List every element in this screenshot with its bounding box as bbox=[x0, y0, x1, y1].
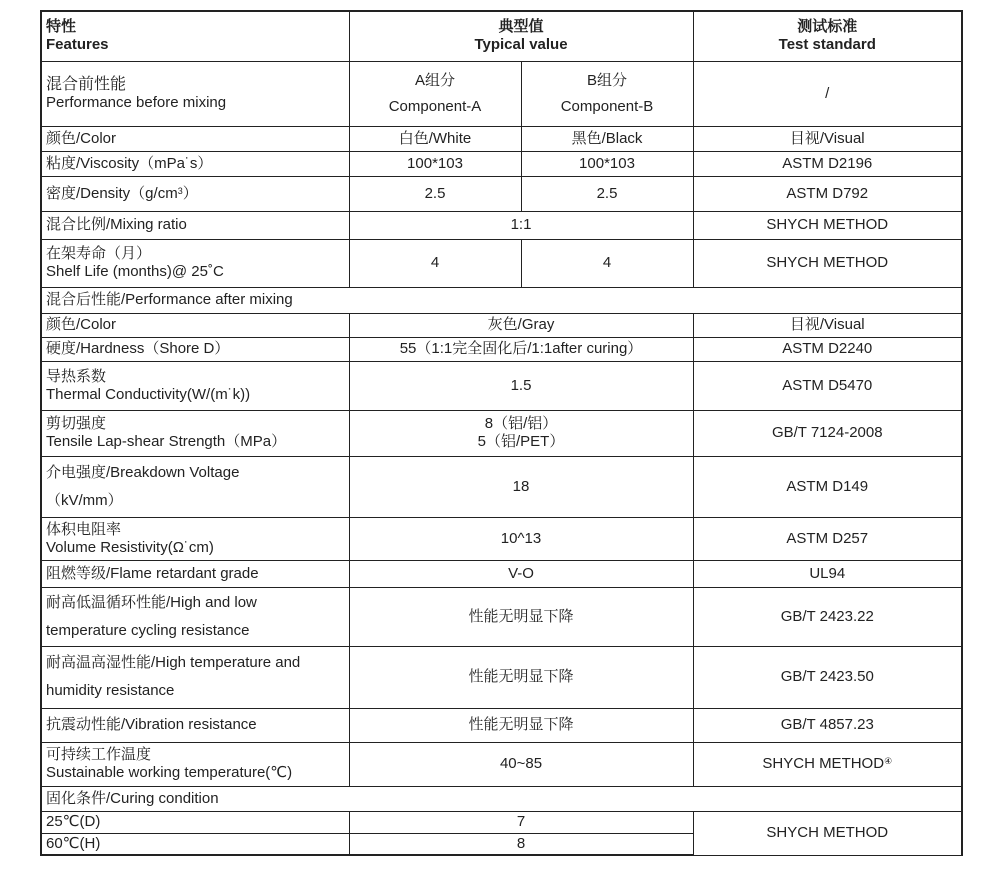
humidity-standard: GB/T 2423.50 bbox=[693, 646, 962, 708]
row-color-before bbox=[41, 126, 962, 151]
footnote-marker: ④ bbox=[884, 756, 893, 766]
humidity-value: 性能无明显下降 bbox=[349, 646, 693, 708]
row-resistivity bbox=[41, 517, 962, 560]
row-lap-shear bbox=[41, 410, 962, 456]
row-cure-25 bbox=[41, 811, 962, 833]
density-a-value: 2.5 bbox=[349, 176, 521, 211]
row-flame bbox=[41, 560, 962, 587]
component-a-header: A组分 Component-A bbox=[349, 61, 521, 126]
cycling-value: 性能无明显下降 bbox=[349, 587, 693, 646]
after-mixing-section-label: 混合后性能/Performance after mixing bbox=[41, 287, 962, 313]
row-thermal-conductivity bbox=[41, 361, 962, 410]
flame-label: 阻燃等级/Flame retardant grade bbox=[41, 560, 349, 587]
row-curing-section bbox=[41, 786, 962, 811]
shelf-life-b-value: 4 bbox=[521, 239, 693, 287]
row-vibration bbox=[41, 708, 962, 742]
resistivity-value: 10^13 bbox=[349, 517, 693, 560]
shear-value: 8（铝/铝） 5（铝/PET） bbox=[349, 410, 693, 456]
row-before-mixing bbox=[41, 61, 962, 126]
working-temp-value: 40~85 bbox=[349, 742, 693, 786]
shear-standard: GB/T 7124-2008 bbox=[693, 410, 962, 456]
working-temp-label: 可持续工作温度 Sustainable working temperature(℃) bbox=[41, 742, 349, 786]
row-density bbox=[41, 176, 962, 211]
resistivity-standard: ASTM D257 bbox=[693, 517, 962, 560]
cycling-label: 耐高低温循环性能/High and low temperature cycling resistance bbox=[41, 587, 349, 646]
breakdown-standard: ASTM D149 bbox=[693, 456, 962, 517]
mixing-ratio-value: 1:1 bbox=[349, 211, 693, 239]
color-after-standard: 目视/Visual bbox=[693, 313, 962, 337]
row-working-temp bbox=[41, 742, 962, 786]
flame-standard: UL94 bbox=[693, 560, 962, 587]
cure-60-label: 60℃(H) bbox=[41, 833, 349, 855]
hardness-value: 55（1:1完全固化后/1:1after curing） bbox=[349, 337, 693, 361]
thermal-value: 1.5 bbox=[349, 361, 693, 410]
shelf-life-label: 在架寿命（月） Shelf Life (months)@ 25˚C bbox=[41, 239, 349, 287]
header-features: 特性 Features bbox=[41, 11, 349, 61]
mixing-ratio-label: 混合比例/Mixing ratio bbox=[41, 211, 349, 239]
row-after-mixing-section bbox=[41, 287, 962, 313]
color-a-value: 白色/White bbox=[349, 126, 521, 151]
humidity-label: 耐高温高湿性能/High temperature and humidity resistance bbox=[41, 646, 349, 708]
row-mixing-ratio bbox=[41, 211, 962, 239]
color-standard: 目视/Visual bbox=[693, 126, 962, 151]
cure-25-label: 25℃(D) bbox=[41, 811, 349, 833]
vibration-standard: GB/T 4857.23 bbox=[693, 708, 962, 742]
row-color-after bbox=[41, 313, 962, 337]
hardness-label: 硬度/Hardness（Shore D） bbox=[41, 337, 349, 361]
component-b-header: B组分 Component-B bbox=[521, 61, 693, 126]
vibration-value: 性能无明显下降 bbox=[349, 708, 693, 742]
density-b-value: 2.5 bbox=[521, 176, 693, 211]
row-viscosity bbox=[41, 151, 962, 176]
color-label: 颜色/Color bbox=[41, 126, 349, 151]
cure-25-value: 7 bbox=[349, 811, 693, 833]
working-temp-standard: SHYCH METHOD④ bbox=[693, 742, 962, 786]
row-hardness bbox=[41, 337, 962, 361]
row-breakdown bbox=[41, 456, 962, 517]
vibration-label: 抗震动性能/Vibration resistance bbox=[41, 708, 349, 742]
mixing-ratio-standard: SHYCH METHOD bbox=[693, 211, 962, 239]
density-label: 密度$/Density(g/cm^3)$ bbox=[41, 176, 349, 211]
shelf-life-a-value: 4 bbox=[349, 239, 521, 287]
before-mixing-label: 混合前性能 Performance before mixing bbox=[41, 61, 349, 126]
thermal-label: 导热系数 Thermal Conductivity(W/(m˙k)) bbox=[41, 361, 349, 410]
breakdown-value: 18 bbox=[349, 456, 693, 517]
flame-value: V-O bbox=[349, 560, 693, 587]
spec-table bbox=[40, 10, 963, 856]
density-standard: ASTM D792 bbox=[693, 176, 962, 211]
viscosity-b-value: 100*103 bbox=[521, 151, 693, 176]
resistivity-label: 体积电阻率 Volume Resistivity(Ω˙cm) bbox=[41, 517, 349, 560]
row-temp-cycling bbox=[41, 587, 962, 646]
before-mixing-standard: / bbox=[693, 61, 962, 126]
color-after-value: 灰色/Gray bbox=[349, 313, 693, 337]
header-test-standard: 测试标准 Test standard bbox=[693, 11, 962, 61]
row-shelf-life bbox=[41, 239, 962, 287]
thermal-standard: ASTM D5470 bbox=[693, 361, 962, 410]
shelf-life-standard: SHYCH METHOD bbox=[693, 239, 962, 287]
row-humidity bbox=[41, 646, 962, 708]
curing-section-label: 固化条件/Curing condition bbox=[41, 786, 962, 811]
cycling-standard: GB/T 2423.22 bbox=[693, 587, 962, 646]
header-row bbox=[41, 11, 962, 61]
viscosity-a-value: 100*103 bbox=[349, 151, 521, 176]
shear-label: 剪切强度 Tensile Lap-shear Strength（MPa） bbox=[41, 410, 349, 456]
hardness-standard: ASTM D2240 bbox=[693, 337, 962, 361]
viscosity-standard: ASTM D2196 bbox=[693, 151, 962, 176]
breakdown-label: 介电强度/Breakdown Voltage （kV/mm） bbox=[41, 456, 349, 517]
color-b-value: 黑色/Black bbox=[521, 126, 693, 151]
cure-60-value: 8 bbox=[349, 833, 693, 855]
header-typical-value: 典型值 Typical value bbox=[349, 11, 693, 61]
viscosity-label: 粘度/Viscosity（mPa˙s） bbox=[41, 151, 349, 176]
color-after-label: 颜色/Color bbox=[41, 313, 349, 337]
curing-standard: SHYCH METHOD bbox=[693, 811, 962, 855]
